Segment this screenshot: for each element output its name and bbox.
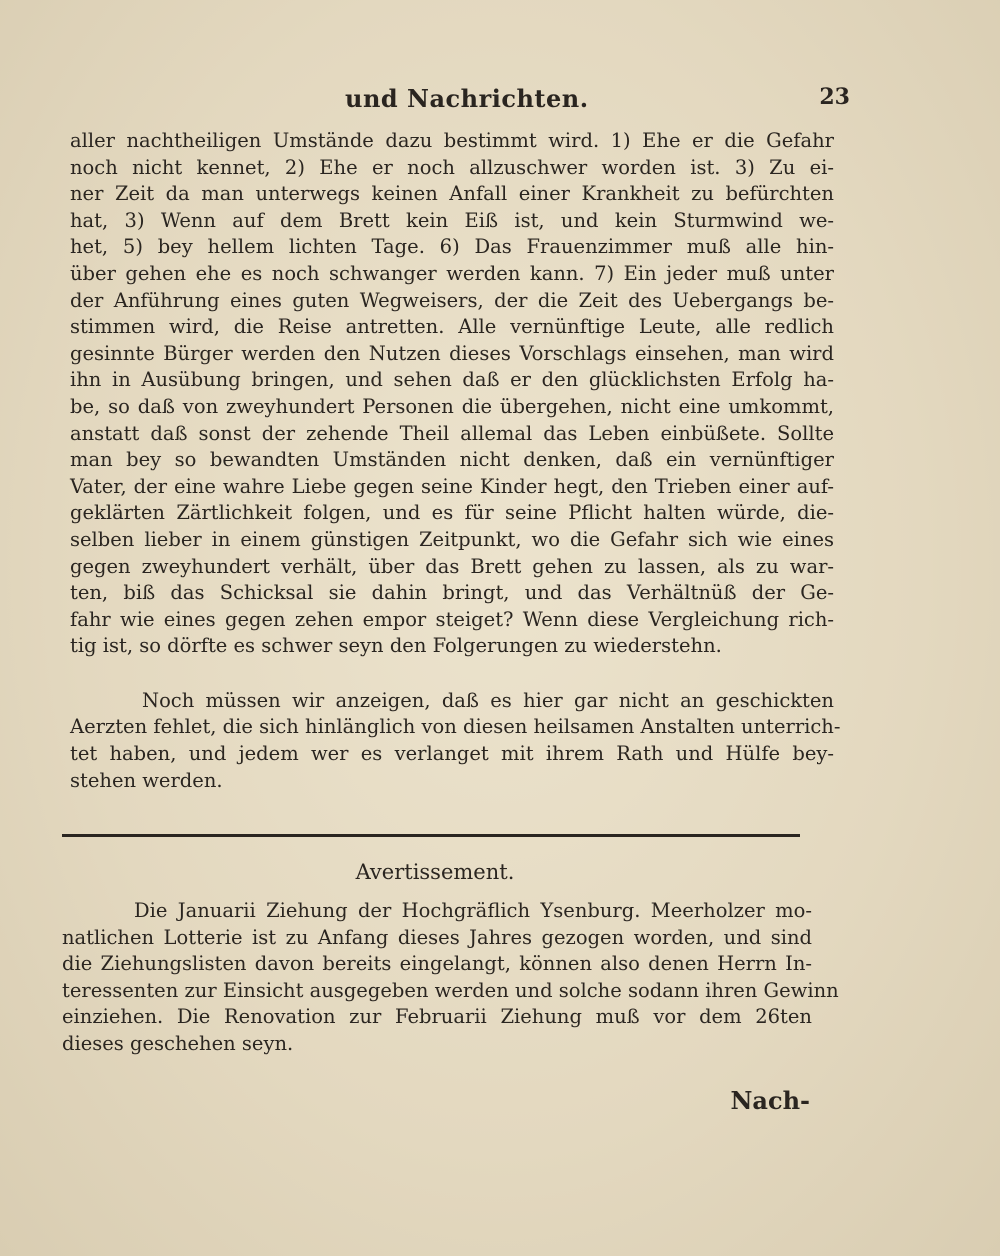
page-header <box>70 84 850 116</box>
text-line: hat, 3) Wenn auf dem Brett kein Eiß ist, und kein Sturmwind we- <box>70 208 834 232</box>
running-title: und Nachrichten. <box>345 84 589 113</box>
text-line: gesinnte Bürger werden den Nutzen dieses Vorschlags einsehen, man wird <box>70 341 834 365</box>
text-line: stehen werden. <box>70 768 223 792</box>
text-line: ten, biß das Schicksal sie dahin bringt, und das Verhältnüß der Ge- <box>70 581 834 605</box>
page-number: 23 <box>819 84 850 110</box>
text-line: ihn in Ausübung bringen, und sehen daß er den glücklichsten Erfolg ha- <box>70 368 834 392</box>
text-line: tig ist, so dörfte es schwer seyn den Folgerungen zu wiederstehn. <box>70 634 722 658</box>
text-line: selben lieber in einem günstigen Zeitpunkt, wo die Gefahr sich wie eines <box>70 527 834 551</box>
text-line: Die Januarii Ziehung der Hochgräflich Ysenburg. Meerholzer mo- <box>134 899 812 922</box>
text-line: man bey so bewandten Umständen nicht denken, daß ein vernünftiger <box>70 448 834 472</box>
text-line: teressenten zur Einsicht ausgegeben werden und solche sodann ihren Gewinn <box>62 978 839 1002</box>
text-line: fahr wie eines gegen zehen empor steiget? Wenn diese Vergleichung rich- <box>70 607 834 631</box>
text-line: einziehen. Die Renovation zur Februarii Ziehung muß vor dem 26ten <box>62 1005 812 1029</box>
text-line: anstatt daß sonst der zehende Theil allemal das Leben einbüßete. Sollte <box>70 421 834 445</box>
paragraph-1 <box>70 128 834 660</box>
paragraph-2 <box>70 688 841 794</box>
text-line: Noch müssen wir anzeigen, daß es hier gar nicht an geschickten <box>142 688 834 712</box>
catchword: Nach- <box>730 1086 810 1115</box>
text-line: der Anführung eines guten Wegweisers, der die Zeit des Uebergangs be- <box>70 288 834 312</box>
text-line: tet haben, und jedem wer es verlanget mit ihrem Rath und Hülfe bey- <box>70 742 834 766</box>
text-line: het, 5) bey hellem lichten Tage. 6) Das Frauenzimmer muß alle hin- <box>70 235 834 259</box>
notice-text <box>62 898 839 1058</box>
main-text <box>70 128 841 794</box>
text-line: stimmen wird, die Reise antretten. Alle vernünftige Leute, alle redlich <box>70 315 834 339</box>
section-divider <box>62 834 800 837</box>
text-line: geklärten Zärtlichkeit folgen, und es für seine Pflicht halten würde, die- <box>70 501 834 525</box>
text-line: ner Zeit da man unterwegs keinen Anfall einer Krankheit zu befürchten <box>70 182 834 206</box>
text-line: gegen zweyhundert verhält, über das Brett gehen zu lassen, als zu war- <box>70 554 834 578</box>
text-line: aller nachtheiligen Umstände dazu bestimmt wird. 1) Ehe er die Gefahr <box>70 129 834 152</box>
text-line: be, so daß von zweyhundert Personen die übergehen, nicht eine umkommt, <box>70 394 834 418</box>
text-line: Aerzten fehlet, die sich hinlänglich von diesen heilsamen Anstalten unterrich- <box>70 715 841 739</box>
paragraph-gap <box>70 660 834 688</box>
text-line: über gehen ehe es noch schwanger werden kann. 7) Ein jeder muß unter <box>70 261 834 285</box>
text-line: Vater, der eine wahre Liebe gegen seine Kinder hegt, den Trieben einer auf- <box>70 474 834 498</box>
text-line: die Ziehungslisten davon bereits eingelangt, können also denen Herrn In- <box>62 952 812 976</box>
text-line: dieses geschehen seyn. <box>62 1031 294 1055</box>
notice-title: Avertissement. <box>355 860 515 884</box>
text-line: natlichen Lotterie ist zu Anfang dieses Jahres gezogen worden, und sind <box>62 925 812 949</box>
text-line: noch nicht kennet, 2) Ehe er noch allzuschwer worden ist. 3) Zu ei- <box>70 155 834 179</box>
